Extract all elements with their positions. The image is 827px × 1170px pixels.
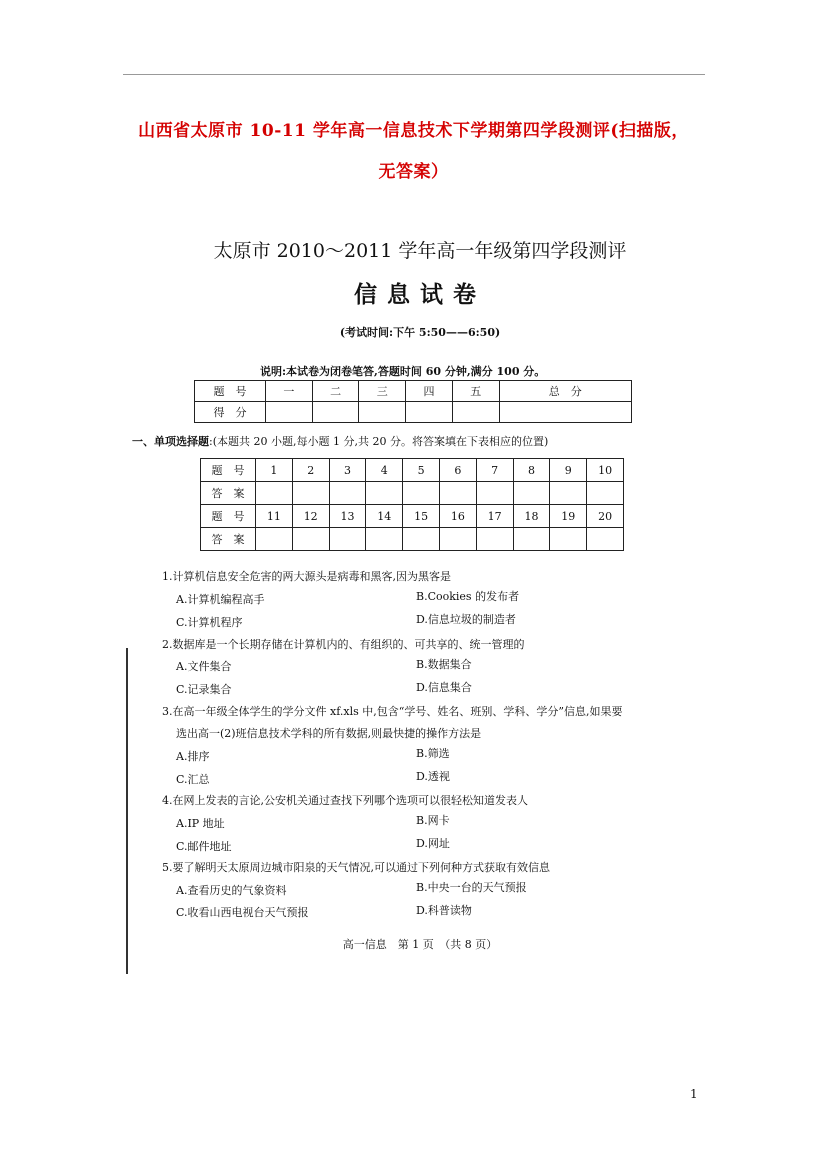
answer-cell: [256, 528, 293, 551]
section1-heading: [132, 433, 548, 449]
score-cell: [312, 402, 359, 423]
answer-table-row: [201, 482, 624, 505]
answer-cell: [329, 528, 366, 551]
score-cell: 题 号: [195, 381, 266, 402]
question-stem: 4.在网上发表的言论,公安机关通过查找下列哪个选项可以很轻松知道发表人: [162, 794, 528, 807]
question-stem-cont: 选出高一(2)班信息技术学科的所有数据,则最快捷的操作方法是: [176, 727, 482, 740]
answer-num: 8: [513, 459, 550, 482]
exam-heading: 太原市 2010～2011 学年高一年级第四学段测评: [213, 240, 627, 262]
answer-cell: [550, 528, 587, 551]
answer-num: 18: [513, 505, 550, 528]
answer-num: 13: [329, 505, 366, 528]
answer-table: [200, 458, 624, 551]
answer-cell: [403, 528, 440, 551]
question-option: A.排序: [176, 750, 210, 763]
score-cell: 总 分: [499, 381, 631, 402]
answer-label: 答 案: [201, 528, 256, 551]
answer-label: 题 号: [201, 459, 256, 482]
answer-num: 7: [476, 459, 513, 482]
score-cell: 三: [359, 381, 406, 402]
question-option: D.信息集合: [416, 681, 472, 694]
answer-num: 17: [476, 505, 513, 528]
question-option: A.文件集合: [176, 660, 232, 673]
answer-cell: [292, 482, 329, 505]
score-cell: 二: [312, 381, 359, 402]
question-option: A.查看历史的气象资料: [176, 884, 287, 897]
score-cell: [452, 402, 499, 423]
answer-num: 6: [439, 459, 476, 482]
question-option: B.Cookies 的发布者: [416, 590, 520, 603]
score-cell: [359, 402, 406, 423]
answer-cell: [366, 482, 403, 505]
answer-cell: [587, 528, 624, 551]
answer-table-row: [201, 459, 624, 482]
answer-cell: [587, 482, 624, 505]
answer-num: 9: [550, 459, 587, 482]
answer-num: 15: [403, 505, 440, 528]
question-option: C.邮件地址: [176, 840, 232, 853]
answer-num: 2: [292, 459, 329, 482]
answer-num: 3: [329, 459, 366, 482]
answer-num: 20: [587, 505, 624, 528]
score-cell: 一: [266, 381, 313, 402]
score-cell: [266, 402, 313, 423]
answer-cell: [292, 528, 329, 551]
score-cell: [406, 402, 453, 423]
score-table-row: [195, 402, 632, 423]
question-stem: 2.数据库是一个长期存储在计算机内的、有组织的、可共享的、统一管理的: [162, 638, 525, 651]
question-option: D.透视: [416, 770, 450, 783]
question-option: A.IP 地址: [176, 817, 225, 830]
answer-num: 19: [550, 505, 587, 528]
answer-cell: [476, 528, 513, 551]
score-cell: 五: [452, 381, 499, 402]
question-option: B.数据集合: [416, 658, 472, 671]
top-rule: [123, 74, 705, 75]
question-option: B.网卡: [416, 814, 450, 827]
scanned-exam-page: [132, 222, 700, 962]
answer-cell: [513, 482, 550, 505]
answer-cell: [513, 528, 550, 551]
score-cell: 四: [406, 381, 453, 402]
question-option: B.筛选: [416, 747, 450, 760]
question-option: B.中央一台的天气预报: [416, 881, 527, 894]
exam-time: (考试时间:下午 5:50——6:50): [339, 326, 501, 339]
question-stem: 1.计算机信息安全危害的两大源头是病毒和黑客,因为黑客是: [162, 570, 451, 583]
question-option: C.计算机程序: [176, 616, 243, 629]
answer-cell: [329, 482, 366, 505]
exam-page-footer: 高一信息 第 1 页 （共 8 页）: [342, 938, 498, 951]
answer-cell: [550, 482, 587, 505]
answer-label: 答 案: [201, 482, 256, 505]
section1-desc: :(本题共 20 小题,每小题 1 分,共 20 分。将答案填在下表相应的位置): [209, 435, 549, 448]
answer-num: 1: [256, 459, 293, 482]
answer-num: 5: [403, 459, 440, 482]
score-cell: [499, 402, 631, 423]
document-title-line2: 无答案）: [378, 162, 449, 182]
question-option: D.科普读物: [416, 904, 472, 917]
section1-label: 一、单项选择题: [132, 435, 209, 448]
answer-num: 14: [366, 505, 403, 528]
answer-cell: [439, 528, 476, 551]
score-table-row: [195, 381, 632, 402]
exam-subject: 信息试卷: [354, 281, 486, 308]
answer-cell: [439, 482, 476, 505]
score-cell: 得 分: [195, 402, 266, 423]
exam-note: 说明:本试卷为闭卷笔答,答题时间 60 分钟,满分 100 分。: [260, 365, 546, 378]
document-title-line1: 山西省太原市 10-11 学年高一信息技术下学期第四学段测评(扫描版，: [138, 121, 689, 141]
question-stem: 3.在高一年级全体学生的学分文件 xf.xls 中,包含“学号、姓名、班别、学科、学分”信息,如果要: [162, 705, 623, 718]
answer-cell: [366, 528, 403, 551]
page-number: 1: [690, 1087, 698, 1101]
answer-num: 11: [256, 505, 293, 528]
scan-margin-line: [126, 648, 128, 974]
answer-cell: [403, 482, 440, 505]
answer-table-row: [201, 505, 624, 528]
question-option: C.记录集合: [176, 683, 232, 696]
answer-num: 10: [587, 459, 624, 482]
answer-num: 4: [366, 459, 403, 482]
question-stem: 5.要了解明天太原周边城市阳泉的天气情况,可以通过下列何种方式获取有效信息: [162, 861, 550, 874]
question-option: D.信息垃圾的制造者: [416, 613, 516, 626]
score-table: [194, 380, 632, 423]
question-option: C.收看山西电视台天气预报: [176, 906, 309, 919]
question-option: A.计算机编程高手: [176, 593, 265, 606]
answer-num: 16: [439, 505, 476, 528]
answer-cell: [476, 482, 513, 505]
answer-cell: [256, 482, 293, 505]
answer-label: 题 号: [201, 505, 256, 528]
question-option: D.网址: [416, 837, 450, 850]
answer-num: 12: [292, 505, 329, 528]
question-option: C.汇总: [176, 773, 210, 786]
answer-table-row: [201, 528, 624, 551]
